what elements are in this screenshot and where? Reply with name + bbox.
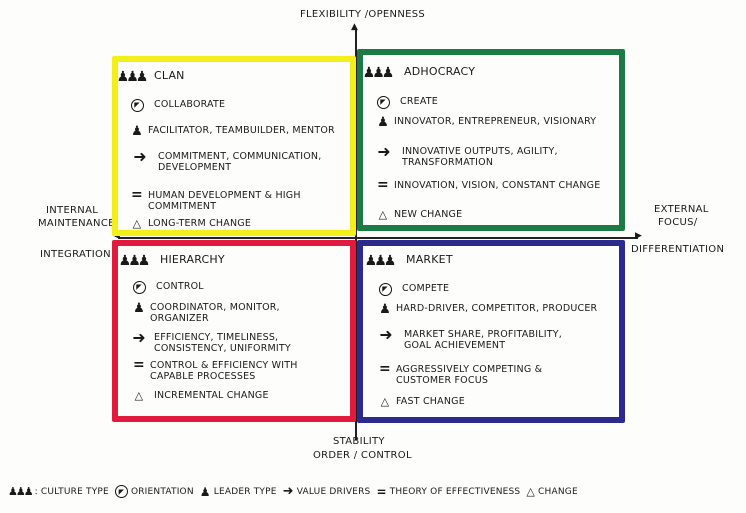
adhocracy-leader-row — [372, 116, 617, 129]
hierarchy-change: INCREMENTAL CHANGE — [154, 390, 269, 401]
horizontal-axis — [118, 237, 638, 239]
arrow-right-icon: ➜ — [282, 484, 294, 499]
market-drivers: MARKET SHARE, PROFITABILITY, GOAL ACHIEVEMENT — [404, 329, 562, 351]
axis-right-label-1: EXTERNAL — [654, 204, 709, 215]
clan-theory-row — [126, 187, 336, 212]
equals-icon: = — [131, 187, 143, 203]
adhocracy-change-row — [372, 209, 617, 220]
clan-theory: HUMAN DEVELOPMENT & HIGH COMMITMENT — [148, 190, 301, 212]
adhocracy-theory: INNOVATION, VISION, CONSTANT CHANGE — [394, 180, 601, 191]
adhocracy-orientation-row — [372, 96, 612, 109]
arrow-right-icon: ➜ — [377, 142, 391, 161]
axis-right-label-3: DIFFERENTIATION — [631, 244, 725, 255]
market-drivers-row — [372, 325, 587, 351]
person-icon: ♟ — [379, 302, 391, 317]
market-change: FAST CHANGE — [396, 396, 465, 407]
axis-left-label-3: INTEGRATION — [40, 249, 111, 260]
equals-icon: = — [379, 361, 391, 377]
legend-drivers — [283, 484, 371, 499]
axis-arrow-up-icon: ▲ — [351, 22, 358, 32]
adhocracy-change: NEW CHANGE — [394, 209, 463, 220]
triangle-icon: △ — [132, 217, 142, 230]
equals-icon: = — [376, 484, 387, 499]
legend-change-label: CHANGE — [538, 486, 578, 497]
legend-leader-label: LEADER TYPE — [213, 486, 277, 497]
legend-orientation-label: ORIENTATION — [130, 486, 194, 497]
market-title: MARKET — [406, 253, 453, 266]
clan-drivers: COMMITMENT, COMMUNICATION, DEVELOPMENT — [158, 151, 322, 173]
equals-icon: = — [377, 177, 389, 193]
adhocracy-leader: INNOVATOR, ENTREPRENEUR, VISIONARY — [394, 116, 597, 127]
hierarchy-drivers-row — [128, 328, 338, 354]
triangle-icon: △ — [378, 208, 388, 221]
people-group-icon: ♟♟♟ — [362, 65, 392, 81]
clan-title-row — [116, 69, 348, 85]
hierarchy-leader: COORDINATOR, MONITOR, ORGANIZER — [150, 302, 280, 324]
axis-left-label-2: MAINTENANCE/ — [38, 218, 119, 229]
people-group-icon: ♟♟♟ — [118, 253, 148, 269]
market-leader: HARD-DRIVER, COMPETITOR, PRODUCER — [396, 303, 598, 314]
market-change-row — [374, 396, 594, 407]
triangle-icon: △ — [134, 389, 144, 402]
market-orientation: COMPETE — [402, 283, 450, 294]
person-icon: ♟ — [133, 301, 145, 316]
legend-theory-label: THEORY OF EFFECTIVENESS — [389, 486, 521, 497]
market-theory-row — [374, 361, 584, 386]
axis-arrow-right-icon: ▶ — [635, 231, 642, 241]
people-group-icon: ♟♟♟ — [8, 485, 32, 498]
hierarchy-orientation-row — [128, 281, 348, 294]
clan-orientation-row — [126, 99, 348, 112]
adhocracy-drivers-row — [370, 142, 595, 168]
market-leader-row — [374, 303, 619, 316]
hierarchy-theory: CONTROL & EFFICIENCY WITH CAPABLE PROCESSES — [150, 360, 298, 382]
people-group-icon: ♟♟♟ — [364, 253, 394, 269]
arrow-right-icon: ➜ — [132, 328, 146, 347]
axis-top-label: FLEXIBILITY /OPENNESS — [300, 9, 426, 20]
compass-icon: ◤ — [133, 281, 146, 294]
legend-change — [526, 485, 577, 498]
people-group-icon: ♟♟♟ — [116, 69, 146, 85]
equals-icon: = — [133, 357, 145, 373]
axis-bottom-label-2: ORDER / CONTROL — [313, 450, 412, 461]
compass-icon: ◤ — [131, 99, 144, 112]
clan-leader-row — [126, 125, 350, 138]
hierarchy-title-row — [118, 253, 348, 269]
axis-left-label-1: INTERNAL — [46, 205, 99, 216]
hierarchy-leader-row — [128, 302, 308, 324]
clan-leader: FACILITATOR, TEAMBUILDER, MENTOR — [148, 125, 335, 136]
hierarchy-orientation: CONTROL — [156, 281, 204, 292]
axis-arrow-left-icon: ◀ — [113, 231, 120, 241]
clan-title: CLAN — [154, 69, 185, 82]
clan-change-row — [126, 218, 336, 229]
hierarchy-title: HIERARCHY — [160, 253, 225, 266]
axis-right-label-2: FOCUS/ — [658, 217, 698, 228]
adhocracy-title: ADHOCRACY — [404, 65, 476, 78]
hierarchy-theory-row — [128, 357, 338, 382]
compass-icon: ◤ — [115, 485, 128, 498]
hierarchy-drivers: EFFICIENCY, TIMELINESS, CONSISTENCY, UNIFORMITY — [154, 332, 291, 354]
legend-orientation — [115, 485, 194, 498]
clan-change: LONG-TERM CHANGE — [148, 218, 252, 229]
adhocracy-orientation: CREATE — [400, 96, 439, 107]
adhocracy-title-row — [362, 65, 616, 81]
legend-culture — [8, 485, 109, 498]
adhocracy-drivers: INNOVATIVE OUTPUTS, AGILITY, TRANSFORMATION — [402, 146, 558, 168]
triangle-icon: △ — [526, 485, 536, 498]
person-icon: ♟ — [377, 115, 389, 130]
compass-icon: ◤ — [377, 96, 390, 109]
arrow-right-icon: ➜ — [379, 325, 393, 344]
legend-leader — [200, 485, 277, 499]
market-theory: AGGRESSIVELY COMPETING & CUSTOMER FOCUS — [396, 364, 543, 386]
legend — [8, 484, 584, 499]
hierarchy-change-row — [128, 390, 338, 401]
arrow-right-icon: ➜ — [133, 147, 147, 166]
axis-bottom-label-1: STABILITY — [333, 436, 385, 447]
compass-icon: ◤ — [379, 283, 392, 296]
legend-theory — [376, 485, 520, 499]
market-orientation-row — [374, 283, 614, 296]
market-title-row — [364, 253, 618, 269]
adhocracy-theory-row — [372, 177, 617, 193]
clan-orientation: COLLABORATE — [154, 99, 226, 110]
legend-culture-label: : CULTURE TYPE — [34, 486, 109, 497]
triangle-icon: △ — [380, 395, 390, 408]
legend-drivers-label: VALUE DRIVERS — [296, 486, 371, 497]
person-icon: ♟ — [199, 484, 211, 499]
clan-drivers-row — [126, 147, 336, 173]
person-icon: ♟ — [131, 124, 143, 139]
